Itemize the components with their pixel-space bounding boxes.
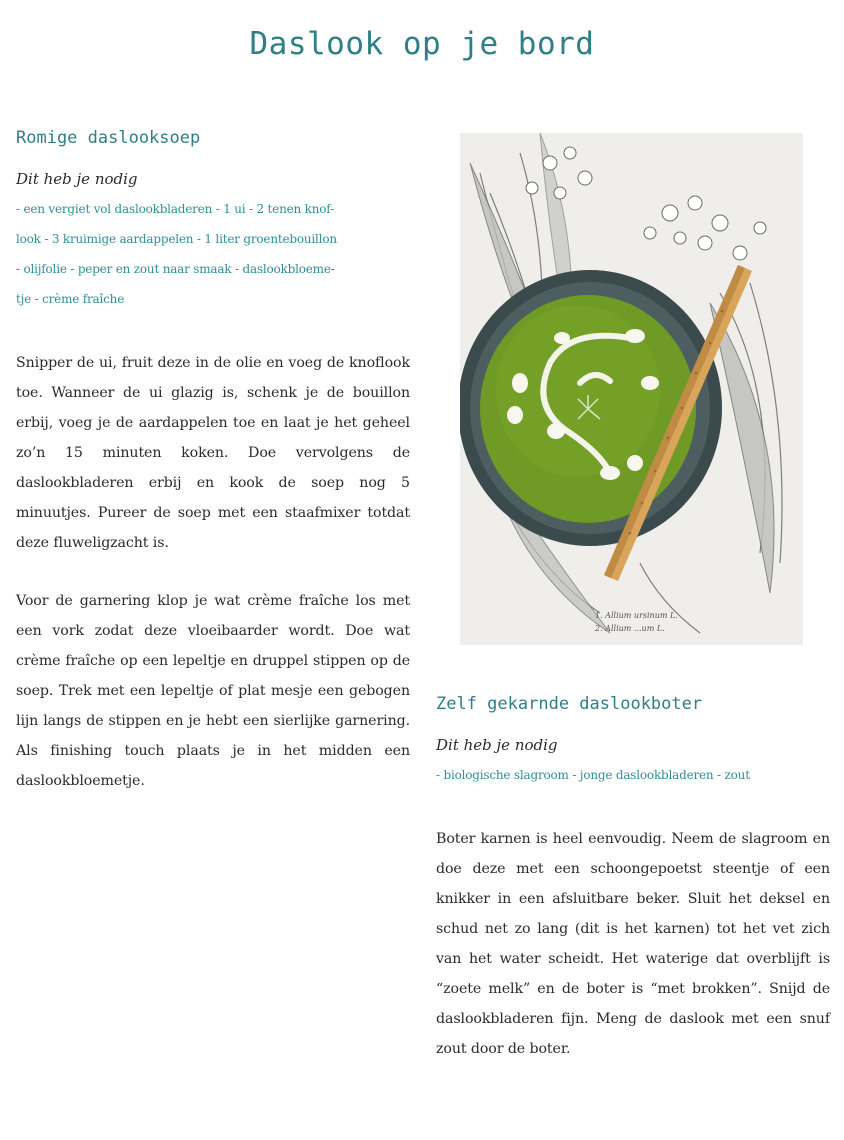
butter-ingredients: - biologische slagroom - jonge daslookbladeren - zout — [436, 768, 750, 782]
soup-photo — [460, 133, 803, 645]
soup-method-paragraph-2: Voor de garnering klop je wat crème fraîche los met een vork zodat deze vloeibaarder wordt. Doe wat crème fraîche op een lepeltje en druppel stippen op de soep. Trek met een lepeltje of plat mesje een gebogen lijn langs de stippen en je hebt een sierlijke garnering. Als finishing touch plaats je in het midden een daslookbloemetje. — [16, 593, 410, 789]
page-title: Daslook op je bord — [249, 26, 595, 62]
soup-illustration — [460, 133, 803, 645]
soup-ingredients-line: - olijfolie - peper en zout naar smaak - daslookbloeme- — [16, 262, 335, 276]
soup-ingredients-line: - een vergiet vol daslookbladeren - 1 ui - 2 tenen knof- — [16, 202, 334, 216]
soup-ingredients-line: tje - crème fraîche — [16, 292, 125, 306]
soup-method-paragraph-1: Snipper de ui, fruit deze in de olie en voeg de knoflook toe. Wanneer de ui glazig is, schenk je de bouillon erbij, voeg je de aardappelen toe en laat je het geheel zo’n 15 minuten koken. Doe vervolgens de daslookbladeren erbij en kook de soep nog 5 minuutjes. Pureer de soep met een staafmixer totdat deze fluweligzacht is. — [16, 355, 410, 551]
soup-need-title: Dit heb je nodig — [16, 170, 138, 188]
butter-method-paragraph: Boter karnen is heel eenvoudig. Neem de slagroom en doe deze met een schoongepoetst steentje of een knikker in een afsluitbare beker. Sluit het deksel en schud net zo lang (dit is het karnen) tot het vet zich van het water scheidt. Het waterige dat overblijft is “zoete melk” en de boter is “met brokken”. Snijd de daslookbladeren fijn. Meng de daslook met een snuf zout door de boter. — [436, 831, 830, 1057]
soup-ingredients-line: look - 3 kruimige aardappelen - 1 liter groentebouillon — [16, 232, 337, 246]
butter-recipe-title: Zelf gekarnde daslookboter — [436, 694, 703, 714]
soup-ingredients — [16, 194, 410, 314]
butter-recipe — [436, 694, 830, 1064]
soup-recipe — [16, 128, 410, 796]
photo-caption-line: 2. Allium ...um L. — [595, 624, 665, 633]
butter-need-title: Dit heb je nodig — [436, 736, 558, 754]
soup-recipe-title: Romige daslooksoep — [16, 128, 201, 148]
photo-caption-line: 1. Allium ursinum L. — [595, 611, 678, 620]
